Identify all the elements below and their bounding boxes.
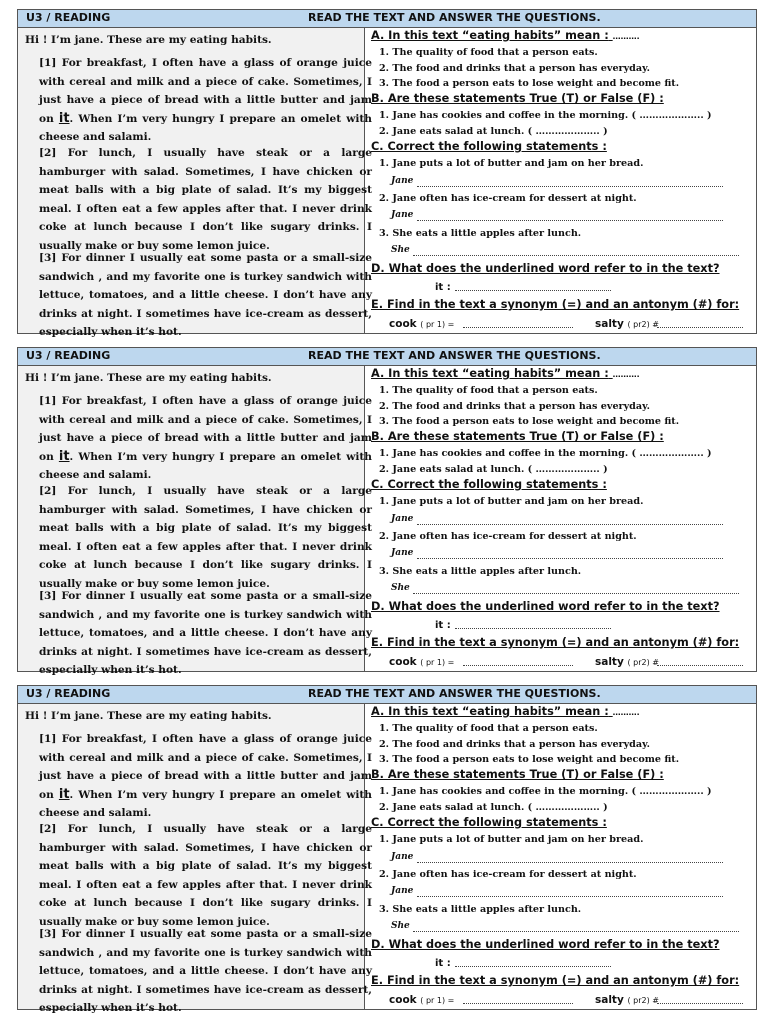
worksheet-2 xyxy=(17,347,757,677)
question-c-statement-1: 1. Jane puts a lot of butter and jam on her bread. xyxy=(379,158,644,169)
answer-line[interactable] xyxy=(417,220,723,221)
underlined-word: it xyxy=(58,110,70,126)
question-a-option-3: 3. The food a person eats to lose weight and become fit. xyxy=(379,78,680,89)
reading-text-panel xyxy=(18,704,372,1015)
paragraph-1-text-b: . When I’m very hungry I prepare an omelet with cheese and salami. xyxy=(39,450,372,482)
reading-text-panel xyxy=(18,366,372,677)
question-a-option-1: 1. The quality of food that a person eats. xyxy=(379,723,598,734)
underlined-word: it xyxy=(58,448,70,464)
question-b-statement-2[interactable]: 2. Jane eats salad at lunch. ( ……………….. ) xyxy=(379,802,608,813)
text-intro: Hi ! I’m jane. These are my eating habits. xyxy=(25,34,272,46)
question-b-title: B. Are these statements True (T) or False (F) : xyxy=(371,768,664,781)
answer-line[interactable] xyxy=(657,327,743,328)
question-a-option-2: 2. The food and drinks that a person has everyday. xyxy=(379,401,650,412)
question-c-statement-3: 3. She eats a little apples after lunch. xyxy=(379,228,582,239)
paragraph-3-text: For dinner I usually eat some pasta or a small-size sandwich , and my favorite one is turkey sandwich with lettuce, tomatoes, and a little cheese. I don’t have any drinks at night. I sometimes have ice-cream as dessert, especially when it’s hot. xyxy=(39,590,372,677)
paragraph-1-text-a: For breakfast, I often have a glass of orange juice with cereal and milk and a piece of cake. Sometimes, I just have a piece of bread with a little butter and jam on xyxy=(39,57,372,125)
instruction-label: READ THE TEXT AND ANSWER THE QUESTIONS. xyxy=(308,349,601,362)
paragraph-3-number: [3] xyxy=(39,252,57,264)
paragraph-1-number: [1] xyxy=(39,57,57,69)
questions-panel xyxy=(365,704,756,1009)
question-c-statement-1: 1. Jane puts a lot of butter and jam on her bread. xyxy=(379,834,644,845)
question-c-statement-1: 1. Jane puts a lot of butter and jam on her bread. xyxy=(379,496,644,507)
paragraph-2 xyxy=(25,482,372,594)
question-c-answer-start-3: She xyxy=(391,921,410,931)
question-c-answer-start-1: Jane xyxy=(391,514,414,524)
answer-line[interactable] xyxy=(455,966,611,967)
question-b-statement-1[interactable]: 1. Jane has cookies and coffee in the morning. ( ……………….. ) xyxy=(379,110,712,121)
question-c-answer-start-3: She xyxy=(391,245,410,255)
cook-word: cook xyxy=(389,656,417,668)
paragraph-1-text-b: . When I’m very hungry I prepare an omelet with cheese and salami. xyxy=(39,788,372,820)
answer-line[interactable] xyxy=(463,1003,573,1004)
worksheet-3 xyxy=(17,685,757,1015)
salty-ref: ( pr2) # xyxy=(627,658,659,667)
question-d-title: D. What does the underlined word refer to in the text? xyxy=(371,262,720,275)
question-a-title xyxy=(371,705,640,718)
cook-word: cook xyxy=(389,994,417,1006)
answer-line[interactable] xyxy=(417,862,723,863)
question-a-answer-dots: ………. xyxy=(612,370,640,379)
answer-line[interactable] xyxy=(417,896,723,897)
salty-ref: ( pr2) # xyxy=(627,996,659,1005)
question-c-statement-2: 2. Jane often has ice-cream for dessert at night. xyxy=(379,869,637,880)
questions-panel xyxy=(365,366,756,671)
question-d-title: D. What does the underlined word refer to in the text? xyxy=(371,600,720,613)
answer-line[interactable] xyxy=(417,186,723,187)
question-a-title xyxy=(371,29,640,42)
question-c-title: C. Correct the following statements : xyxy=(371,816,607,829)
answer-line[interactable] xyxy=(413,593,739,594)
question-a-label: A. In this text “eating habits” mean : xyxy=(371,367,609,380)
paragraph-2-number: [2] xyxy=(39,485,57,497)
text-intro: Hi ! I’m jane. These are my eating habits. xyxy=(25,372,272,384)
paragraph-1-number: [1] xyxy=(39,395,57,407)
question-c-answer-start-3: She xyxy=(391,583,410,593)
answer-line[interactable] xyxy=(657,1003,743,1004)
paragraph-3 xyxy=(25,249,372,342)
cook-prompt xyxy=(389,994,454,1006)
question-b-statement-1[interactable]: 1. Jane has cookies and coffee in the morning. ( ……………….. ) xyxy=(379,786,712,797)
answer-line[interactable] xyxy=(417,524,723,525)
paragraph-3 xyxy=(25,925,372,1018)
question-a-option-1: 1. The quality of food that a person eats. xyxy=(379,47,598,58)
paragraph-1-text-a: For breakfast, I often have a glass of orange juice with cereal and milk and a piece of cake. Sometimes, I just have a piece of bread with a little butter and jam on xyxy=(39,733,372,801)
paragraph-1 xyxy=(25,54,372,147)
answer-line[interactable] xyxy=(413,255,739,256)
salty-prompt xyxy=(595,994,659,1006)
paragraph-2-text: For lunch, I usually have steak or a large hamburger with salad. Sometimes, I have chicken or meat balls with a big plate of salad. It’s my biggest meal. I often eat a few apples after that. I never drink coke at lunch because I don’t like sugary drinks. I usually make or buy some lemon juice. xyxy=(39,823,372,928)
question-c-statement-3: 3. She eats a little apples after lunch. xyxy=(379,566,582,577)
cook-prompt xyxy=(389,318,454,330)
answer-line[interactable] xyxy=(463,665,573,666)
question-a-label: A. In this text “eating habits” mean : xyxy=(371,29,609,42)
question-e-title: E. Find in the text a synonym (=) and an antonym (#) for: xyxy=(371,298,740,311)
question-c-statement-2: 2. Jane often has ice-cream for dessert at night. xyxy=(379,193,637,204)
question-a-answer-dots: ………. xyxy=(612,708,640,717)
answer-line[interactable] xyxy=(413,931,739,932)
answer-line[interactable] xyxy=(455,290,611,291)
answer-line[interactable] xyxy=(463,327,573,328)
question-c-title: C. Correct the following statements : xyxy=(371,140,607,153)
question-d-title: D. What does the underlined word refer to in the text? xyxy=(371,938,720,951)
paragraph-3-text: For dinner I usually eat some pasta or a small-size sandwich , and my favorite one is turkey sandwich with lettuce, tomatoes, and a little cheese. I don’t have any drinks at night. I sometimes have ice-cream as dessert, especially when it’s hot. xyxy=(39,928,372,1015)
cook-word: cook xyxy=(389,318,417,330)
question-a-option-3: 3. The food a person eats to lose weight and become fit. xyxy=(379,416,680,427)
question-c-answer-start-2: Jane xyxy=(391,210,414,220)
question-a-option-2: 2. The food and drinks that a person has everyday. xyxy=(379,63,650,74)
question-d-it-label: it : xyxy=(435,620,451,631)
paragraph-1-number: [1] xyxy=(39,733,57,745)
cook-ref: ( pr 1) = xyxy=(420,320,455,329)
salty-prompt xyxy=(595,656,659,668)
cook-ref: ( pr 1) = xyxy=(420,658,455,667)
question-c-answer-start-1: Jane xyxy=(391,176,414,186)
paragraph-2-number: [2] xyxy=(39,147,57,159)
questions-panel xyxy=(365,28,756,333)
unit-label: U3 / READING xyxy=(26,687,111,700)
question-a-option-2: 2. The food and drinks that a person has everyday. xyxy=(379,739,650,750)
question-c-answer-start-2: Jane xyxy=(391,886,414,896)
paragraph-1 xyxy=(25,730,372,823)
question-d-it-label: it : xyxy=(435,282,451,293)
paragraph-3-number: [3] xyxy=(39,928,57,940)
instruction-label: READ THE TEXT AND ANSWER THE QUESTIONS. xyxy=(308,687,601,700)
salty-word: salty xyxy=(595,656,624,668)
paragraph-2-number: [2] xyxy=(39,823,57,835)
reading-text-panel xyxy=(18,28,372,339)
sheet-header xyxy=(18,10,756,28)
salty-word: salty xyxy=(595,318,624,330)
paragraph-3-text: For dinner I usually eat some pasta or a small-size sandwich , and my favorite one is turkey sandwich with lettuce, tomatoes, and a little cheese. I don’t have any drinks at night. I sometimes have ice-cream as dessert, especially when it’s hot. xyxy=(39,252,372,339)
question-b-title: B. Are these statements True (T) or False (F) : xyxy=(371,92,664,105)
paragraph-1-text-a: For breakfast, I often have a glass of orange juice with cereal and milk and a piece of cake. Sometimes, I just have a piece of bread with a little butter and jam on xyxy=(39,395,372,463)
paragraph-1-text-b: . When I’m very hungry I prepare an omelet with cheese and salami. xyxy=(39,112,372,144)
unit-label: U3 / READING xyxy=(26,349,111,362)
sheet-header xyxy=(18,686,756,704)
paragraph-2 xyxy=(25,820,372,932)
cook-prompt xyxy=(389,656,454,668)
question-b-title: B. Are these statements True (T) or False (F) : xyxy=(371,430,664,443)
question-e-title: E. Find in the text a synonym (=) and an antonym (#) for: xyxy=(371,636,740,649)
paragraph-3-number: [3] xyxy=(39,590,57,602)
question-c-answer-start-2: Jane xyxy=(391,548,414,558)
answer-line[interactable] xyxy=(455,628,611,629)
question-a-option-1: 1. The quality of food that a person eats. xyxy=(379,385,598,396)
question-a-title xyxy=(371,367,640,380)
question-b-statement-1[interactable]: 1. Jane has cookies and coffee in the morning. ( ……………….. ) xyxy=(379,448,712,459)
question-b-statement-2[interactable]: 2. Jane eats salad at lunch. ( ……………….. ) xyxy=(379,126,608,137)
question-a-label: A. In this text “eating habits” mean : xyxy=(371,705,609,718)
sheet-header xyxy=(18,348,756,366)
paragraph-1 xyxy=(25,392,372,485)
unit-label: U3 / READING xyxy=(26,11,111,24)
answer-line[interactable] xyxy=(657,665,743,666)
question-c-statement-2: 2. Jane often has ice-cream for dessert at night. xyxy=(379,531,637,542)
salty-ref: ( pr2) # xyxy=(627,320,659,329)
question-a-answer-dots: ………. xyxy=(612,32,640,41)
question-c-title: C. Correct the following statements : xyxy=(371,478,607,491)
paragraph-2 xyxy=(25,144,372,256)
question-d-it-label: it : xyxy=(435,958,451,969)
cook-ref: ( pr 1) = xyxy=(420,996,455,1005)
question-c-answer-start-1: Jane xyxy=(391,852,414,862)
worksheet-1 xyxy=(17,9,757,339)
question-c-statement-3: 3. She eats a little apples after lunch. xyxy=(379,904,582,915)
question-e-title: E. Find in the text a synonym (=) and an antonym (#) for: xyxy=(371,974,740,987)
answer-line[interactable] xyxy=(417,558,723,559)
paragraph-3 xyxy=(25,587,372,680)
question-b-statement-2[interactable]: 2. Jane eats salad at lunch. ( ……………….. ) xyxy=(379,464,608,475)
paragraph-2-text: For lunch, I usually have steak or a large hamburger with salad. Sometimes, I have chicken or meat balls with a big plate of salad. It’s my biggest meal. I often eat a few apples after that. I never drink coke at lunch because I don’t like sugary drinks. I usually make or buy some lemon juice. xyxy=(39,147,372,252)
text-intro: Hi ! I’m jane. These are my eating habits. xyxy=(25,710,272,722)
underlined-word: it xyxy=(58,786,70,802)
paragraph-2-text: For lunch, I usually have steak or a large hamburger with salad. Sometimes, I have chicken or meat balls with a big plate of salad. It’s my biggest meal. I often eat a few apples after that. I never drink coke at lunch because I don’t like sugary drinks. I usually make or buy some lemon juice. xyxy=(39,485,372,590)
salty-prompt xyxy=(595,318,659,330)
salty-word: salty xyxy=(595,994,624,1006)
question-a-option-3: 3. The food a person eats to lose weight and become fit. xyxy=(379,754,680,765)
instruction-label: READ THE TEXT AND ANSWER THE QUESTIONS. xyxy=(308,11,601,24)
